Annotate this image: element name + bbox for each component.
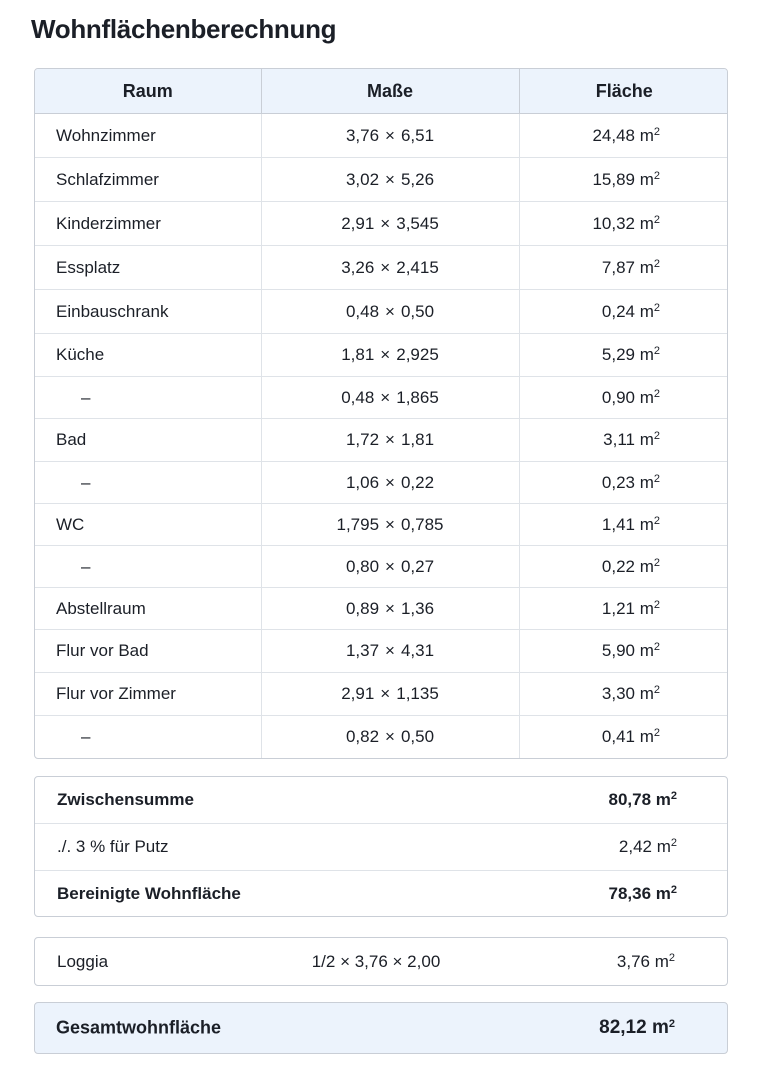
table-row — [35, 462, 728, 504]
subtotal-value: 80,78 $m^2$ — [608, 790, 677, 809]
area-value: 1,41 m — [601, 514, 654, 534]
adjusted-area-value: 78,36 $m^2$ — [608, 884, 677, 903]
area-value: 5,29 m — [601, 345, 654, 364]
room-name-cell: Flur vor Bad — [35, 630, 261, 673]
dimensions-cell — [261, 246, 519, 290]
area-value: 1,21 m — [601, 598, 654, 618]
adjusted-area-row — [35, 870, 727, 917]
dimensions-cell — [261, 588, 519, 630]
plaster-deduction-value: 2,42 $m^2$ — [618, 837, 677, 856]
unit-superscript: 2 — [653, 169, 660, 182]
dimension-b: 3,545 — [396, 213, 439, 233]
room-area-table — [34, 68, 728, 759]
dimensions-cell — [261, 377, 519, 419]
adjusted-area-label: Bereinigte Wohnfläche — [57, 884, 241, 903]
dimensions-cell — [261, 504, 519, 546]
room-name-cell: Bad — [35, 419, 261, 462]
area-cell — [519, 462, 728, 504]
unit-superscript: 2 — [653, 472, 660, 485]
unit-superscript: 2 — [653, 430, 660, 442]
loggia-dimensions: 1/2 × 3,76 × 2,00 — [311, 951, 441, 971]
table-row — [35, 419, 728, 462]
multiply-sign: × — [380, 257, 391, 277]
dimension-a: 0,80 — [345, 556, 380, 576]
table-row — [35, 716, 728, 758]
room-name-cell: – — [35, 377, 261, 419]
unit-superscript: 2 — [653, 345, 660, 357]
dimensions-cell — [261, 630, 519, 673]
unit-superscript: 2 — [653, 598, 660, 611]
area-cell — [519, 716, 728, 758]
dimension-b: 1,36 — [400, 598, 435, 618]
table-row — [35, 630, 728, 673]
unit-superscript: 2 — [653, 125, 660, 138]
dimensions-cell — [261, 419, 519, 462]
dimension-b: 2,925 — [396, 345, 439, 364]
dimension-a: 1,795 — [336, 514, 380, 534]
table-row — [35, 334, 728, 377]
area-value: 0,41 m — [601, 726, 654, 746]
multiply-sign: × — [385, 472, 395, 492]
room-name-cell: Flur vor Zimmer — [35, 673, 261, 716]
area-cell — [519, 158, 728, 202]
multiply-sign: × — [385, 125, 395, 145]
area-cell — [519, 334, 728, 377]
dimension-b: 0,50 — [400, 726, 435, 746]
table-row — [35, 673, 728, 716]
area-value: 24,48 m — [592, 125, 654, 145]
area-value: 3,30 m — [601, 684, 654, 703]
dimensions-cell — [261, 546, 519, 588]
area-value: 0,23 m — [601, 472, 654, 492]
loggia-value: 3,76 $m^2$ — [616, 951, 675, 971]
area-value: 0,24 m — [601, 301, 654, 321]
multiply-sign: × — [385, 169, 395, 189]
dimension-a: 0,48 — [341, 387, 375, 407]
area-cell — [519, 419, 728, 462]
dimension-b: 0,50 — [400, 301, 435, 321]
dimensions-cell — [261, 334, 519, 377]
total-value: 82,12 $m^2$ — [599, 1017, 675, 1038]
table-row — [35, 546, 728, 588]
multiply-sign: × — [380, 345, 391, 364]
dimensions-cell — [261, 158, 519, 202]
dimension-b: 0,27 — [400, 556, 435, 576]
dimension-a: 1,72 — [345, 430, 380, 449]
area-value: 15,89 m — [592, 169, 654, 189]
dimension-a: 1,37 — [345, 641, 380, 660]
area-cell — [519, 588, 728, 630]
unit-superscript: 2 — [653, 726, 660, 739]
area-cell — [519, 630, 728, 673]
dimension-a: 2,91 — [341, 684, 375, 703]
room-name-cell: Schlafzimmer — [35, 158, 261, 202]
dimension-b: 0,22 — [400, 472, 435, 492]
dimension-b: 1,865 — [396, 387, 439, 407]
area-cell — [519, 246, 728, 290]
table-row — [35, 114, 728, 158]
room-name-cell: Einbauschrank — [35, 290, 261, 334]
dimension-b: 4,31 — [400, 641, 435, 660]
area-value: 0,22 m — [601, 556, 654, 576]
multiply-sign: × — [385, 301, 395, 321]
unit-superscript: 2 — [653, 301, 660, 314]
room-name-cell: Essplatz — [35, 246, 261, 290]
dimensions-cell — [261, 202, 519, 246]
subtotal-label: Zwischensumme — [57, 790, 194, 809]
table-row — [35, 588, 728, 630]
unit-superscript: 2 — [653, 641, 660, 653]
loggia-label: Loggia — [57, 951, 109, 971]
plaster-deduction-label: ./. 3 % für Putz — [57, 837, 169, 856]
summary-box — [34, 776, 728, 917]
area-cell — [519, 673, 728, 716]
table-row — [35, 377, 728, 419]
dimension-a: 1,06 — [345, 472, 380, 492]
dimension-b: 2,415 — [396, 257, 439, 277]
room-name-cell: Kinderzimmer — [35, 202, 261, 246]
table-row — [35, 158, 728, 202]
multiply-sign: × — [385, 598, 395, 618]
dimension-a: 3,02 — [345, 169, 380, 189]
dimensions-cell — [261, 462, 519, 504]
dimension-a: 0,89 — [345, 598, 380, 618]
area-cell — [519, 504, 728, 546]
area-value: 5,90 m — [601, 641, 654, 660]
multiply-sign: × — [385, 726, 395, 746]
dimension-b: 1,81 — [400, 430, 435, 449]
room-name-cell: – — [35, 462, 261, 504]
dimension-b: 5,26 — [400, 169, 435, 189]
dimension-a: 1,81 — [341, 345, 375, 364]
area-value: 10,32 m — [592, 213, 654, 233]
page-title: Wohnflächenberechnung — [31, 14, 337, 44]
room-name-cell: – — [35, 716, 261, 758]
area-cell — [519, 202, 728, 246]
dimensions-cell — [261, 114, 519, 158]
dimensions-cell — [261, 290, 519, 334]
dimension-b: 0,785 — [400, 514, 444, 534]
unit-superscript: 2 — [653, 257, 660, 270]
area-cell — [519, 546, 728, 588]
area-cell — [519, 377, 728, 419]
subtotal-row — [35, 777, 727, 823]
room-name-cell: Küche — [35, 334, 261, 377]
table-row — [35, 290, 728, 334]
dimension-a: 3,26 — [341, 257, 375, 277]
dimension-a: 2,91 — [341, 213, 375, 233]
unit-superscript: 2 — [653, 684, 660, 696]
dimension-b: 6,51 — [400, 125, 435, 145]
header-area: Fläche — [519, 69, 728, 114]
area-cell — [519, 290, 728, 334]
total-label: Gesamtwohnfläche — [56, 1017, 222, 1038]
unit-superscript: 2 — [653, 514, 660, 527]
unit-superscript: 2 — [653, 387, 660, 400]
room-name-cell: – — [35, 546, 261, 588]
dimensions-cell — [261, 673, 519, 716]
total-box — [34, 1002, 728, 1054]
unit-superscript: 2 — [653, 556, 660, 569]
dimension-a: 0,48 — [345, 301, 380, 321]
table-row — [35, 202, 728, 246]
table-row — [35, 504, 728, 546]
multiply-sign: × — [385, 641, 395, 660]
room-name-cell: WC — [35, 504, 261, 546]
header-room: Raum — [35, 69, 261, 114]
area-value: 7,87 m — [601, 257, 654, 277]
header-dimensions: Maße — [261, 69, 519, 114]
room-name-cell: Wohnzimmer — [35, 114, 261, 158]
multiply-sign: × — [380, 387, 391, 407]
multiply-sign: × — [385, 556, 395, 576]
multiply-sign: × — [385, 514, 395, 534]
dimension-a: 3,76 — [345, 125, 380, 145]
multiply-sign: × — [385, 430, 395, 449]
loggia-box — [34, 937, 728, 986]
plaster-deduction-row — [35, 823, 727, 870]
area-value: 3,11 m — [603, 430, 654, 449]
table-header-row — [35, 69, 728, 114]
area-value: 0,90 m — [601, 387, 654, 407]
unit-superscript: 2 — [653, 213, 660, 226]
dimension-a: 0,82 — [345, 726, 380, 746]
multiply-sign: × — [380, 213, 391, 233]
multiply-sign: × — [380, 684, 391, 703]
table-row — [35, 246, 728, 290]
room-name-cell: Abstellraum — [35, 588, 261, 630]
dimensions-cell — [261, 716, 519, 758]
area-cell — [519, 114, 728, 158]
dimension-b: 1,135 — [396, 684, 439, 703]
